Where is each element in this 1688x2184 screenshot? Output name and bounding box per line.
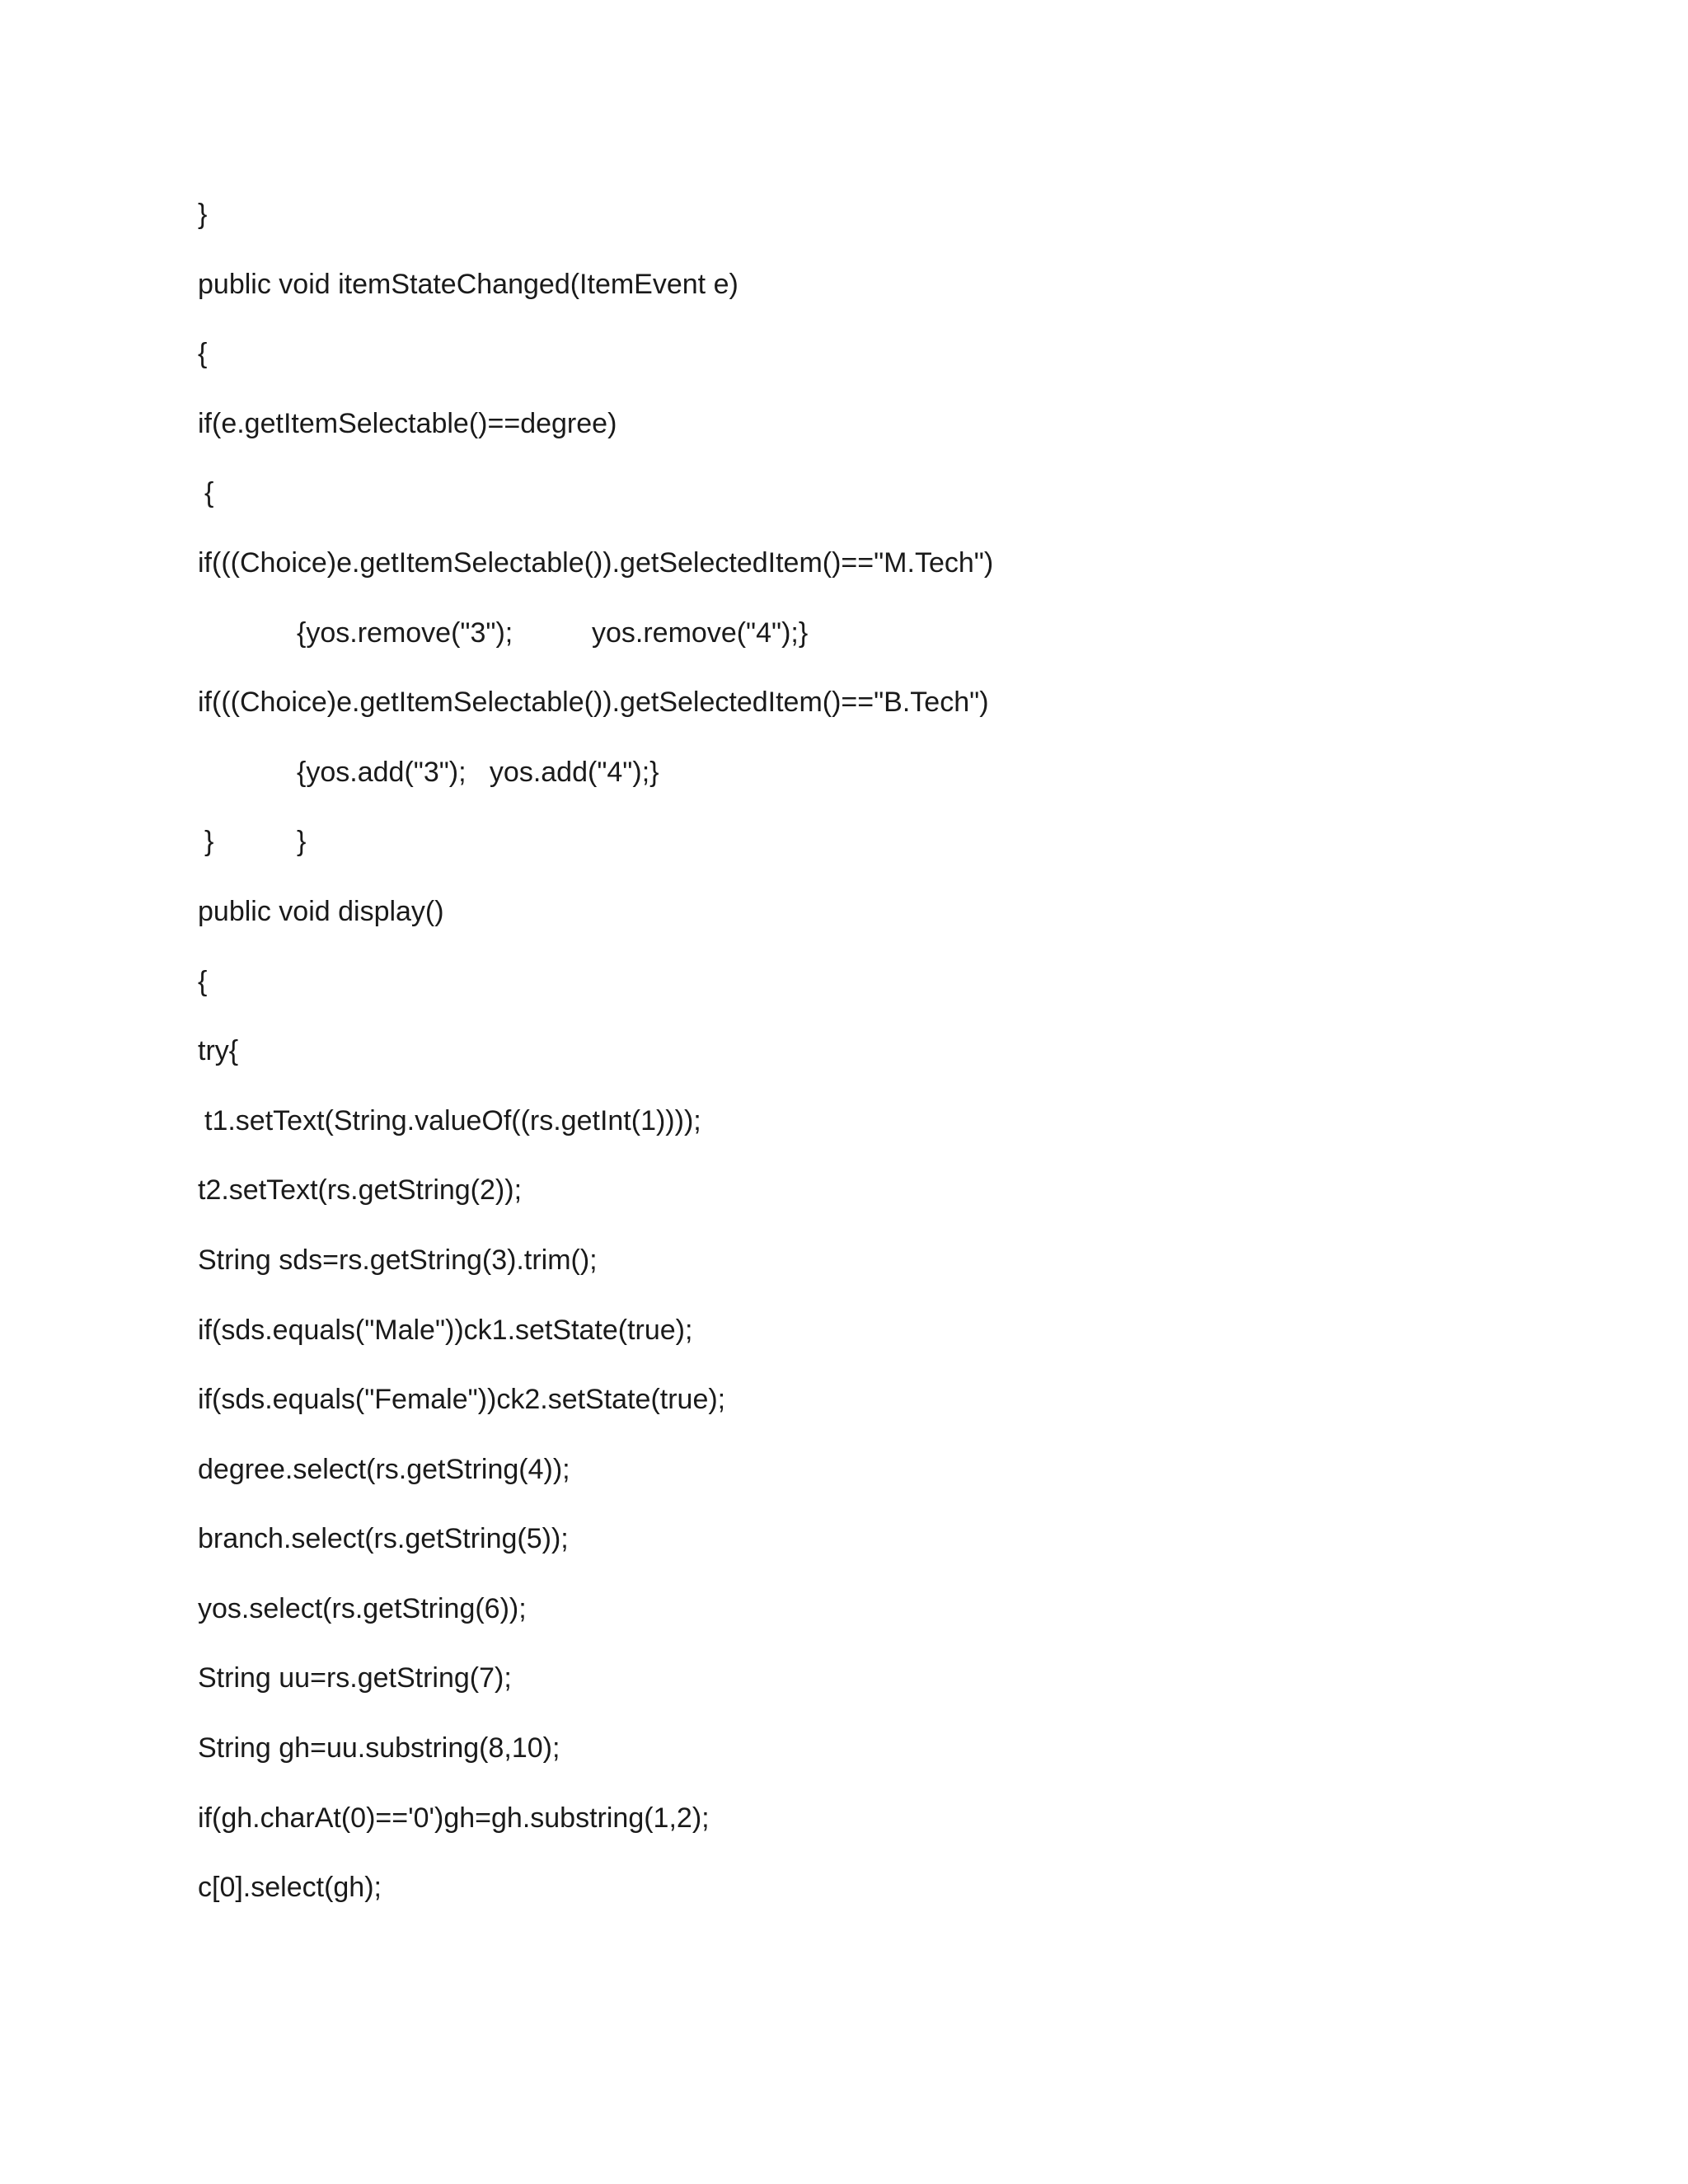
- code-line: t2.setText(rs.getString(2));: [198, 1174, 523, 1207]
- code-line: }: [198, 199, 208, 230]
- code-line: if(gh.charAt(0)=='0')gh=gh.substring(1,2);: [198, 1802, 710, 1834]
- code-listing: [198, 190, 1599, 1933]
- code-line: String gh=uu.substring(8,10);: [198, 1732, 560, 1765]
- code-line: {: [204, 477, 214, 509]
- code-segment: {yos.remove("3");: [297, 616, 513, 649]
- code-line: t1.setText(String.valueOf((rs.getInt(1))));: [204, 1104, 701, 1137]
- code-line: String uu=rs.getString(7);: [198, 1662, 512, 1694]
- code-segment: }: [204, 826, 214, 858]
- code-line: [198, 817, 1599, 887]
- code-line: {: [198, 338, 208, 370]
- code-line: try{: [198, 1035, 239, 1067]
- code-line: if(((Choice)e.getItemSelectable()).getSelectedItem()=="B.Tech"): [198, 687, 989, 719]
- code-line: branch.select(rs.getString(5));: [198, 1523, 569, 1555]
- code-segment: yos.remove("4");}: [592, 616, 809, 649]
- code-line: if(sds.equals("Female"))ck2.setState(true);: [198, 1384, 726, 1416]
- code-line: if(sds.equals("Male"))ck1.setState(true);: [198, 1314, 693, 1346]
- code-line: degree.select(rs.getString(4));: [198, 1453, 570, 1485]
- code-line: yos.select(rs.getString(6));: [198, 1592, 527, 1624]
- code-line: c[0].select(gh);: [198, 1872, 382, 1904]
- code-line: String sds=rs.getString(3).trim();: [198, 1244, 598, 1276]
- code-line: if(((Choice)e.getItemSelectable()).getSelectedItem()=="M.Tech"): [198, 546, 994, 579]
- code-line: if(e.getItemSelectable()==degree): [198, 407, 617, 439]
- code-line: [198, 608, 1599, 678]
- code-line: {yos.add("3"); yos.add("4");}: [297, 756, 659, 788]
- code-segment: }: [297, 826, 307, 858]
- code-line: {: [198, 965, 208, 997]
- code-line: public void itemStateChanged(ItemEvent e): [198, 268, 738, 300]
- code-line: public void display(): [198, 895, 444, 927]
